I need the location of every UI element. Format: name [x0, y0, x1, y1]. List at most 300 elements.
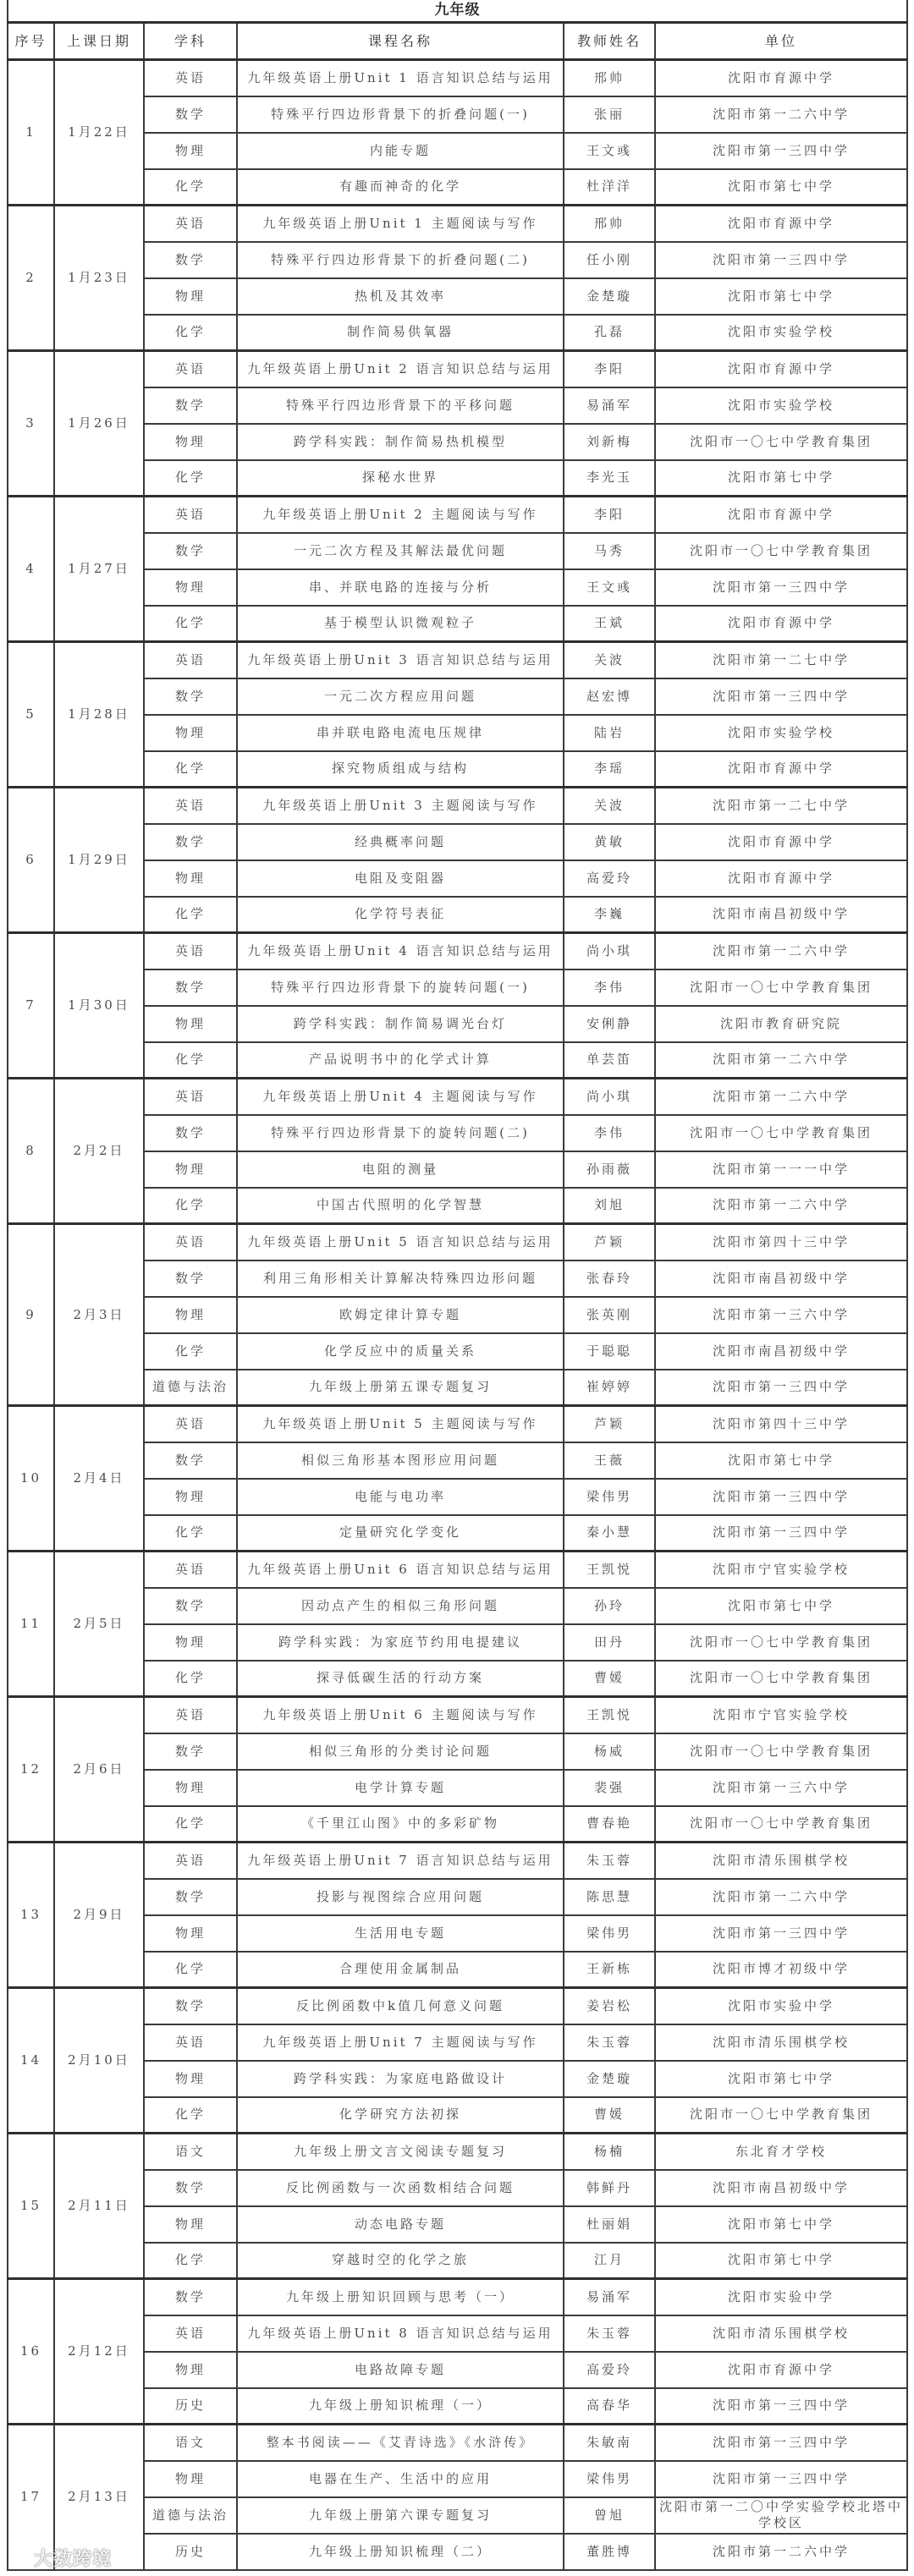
- subject-cell: 英语: [144, 2315, 237, 2352]
- table-row: [8, 1552, 907, 1588]
- subject-cell: 数学: [144, 1988, 237, 2024]
- date-cell: 1月26日: [54, 351, 144, 497]
- row-index-cell: 6: [8, 788, 54, 933]
- watermark-text: 大数跨境: [34, 2549, 113, 2570]
- teacher-cell: 王凯悦: [564, 1552, 655, 1588]
- course-name-cell: 穿越时空的化学之旅: [237, 2243, 564, 2279]
- teacher-cell: 李伟: [564, 1115, 655, 1151]
- course-name-cell: 动态电路专题: [237, 2206, 564, 2243]
- subject-cell: 化学: [144, 1952, 237, 1988]
- subject-cell: 数学: [144, 387, 237, 424]
- school-cell: 沈阳市一〇七中学教育集团: [655, 424, 907, 460]
- course-name-cell: 反比例函数与一次函数相结合问题: [237, 2170, 564, 2206]
- school-cell: 沈阳市第七中学: [655, 460, 907, 497]
- school-cell: 沈阳市育源中学: [655, 206, 907, 242]
- subject-cell: 数学: [144, 1588, 237, 1624]
- school-cell: 沈阳市实验学校: [655, 387, 907, 424]
- subject-cell: 化学: [144, 460, 237, 497]
- table-row: [8, 2425, 907, 2461]
- subject-cell: 化学: [144, 2243, 237, 2279]
- school-cell: 沈阳市第一二六中学: [655, 96, 907, 133]
- brand-logo-icon: [8, 2549, 30, 2568]
- school-cell: 沈阳市第一三四中学: [655, 242, 907, 278]
- school-cell: 沈阳市育源中学: [655, 60, 907, 96]
- row-index-cell: 10: [8, 1406, 54, 1552]
- school-cell: 沈阳市第七中学: [655, 169, 907, 206]
- row-index-cell: 8: [8, 1079, 54, 1224]
- teacher-cell: 黄敏: [564, 824, 655, 860]
- school-cell: 沈阳市第七中学: [655, 2243, 907, 2279]
- subject-cell: 英语: [144, 2024, 237, 2061]
- header-date: 上课日期: [54, 23, 144, 60]
- school-cell: 沈阳市清乐围棋学校: [655, 2315, 907, 2352]
- course-name-cell: 特殊平行四边形背景下的折叠问题(一): [237, 96, 564, 133]
- course-name-cell: 利用三角形相关计算解决特殊四边形问题: [237, 1261, 564, 1297]
- course-name-cell: 化学符号表征: [237, 897, 564, 933]
- teacher-cell: 李光玉: [564, 460, 655, 497]
- course-name-cell: 中国古代照明的化学智慧: [237, 1188, 564, 1224]
- course-name-cell: 探寻低碳生活的行动方案: [237, 1661, 564, 1697]
- teacher-cell: 尚小琪: [564, 1079, 655, 1115]
- teacher-cell: 尚小琪: [564, 933, 655, 969]
- school-cell: 沈阳市育源中学: [655, 824, 907, 860]
- subject-cell: 物理: [144, 715, 237, 751]
- course-name-cell: 九年级英语上册Unit 7 主题阅读与写作: [237, 2024, 564, 2061]
- header-course-name: 课程名称: [237, 23, 564, 60]
- subject-cell: 英语: [144, 788, 237, 824]
- subject-cell: 物理: [144, 278, 237, 315]
- teacher-cell: 王凯悦: [564, 1697, 655, 1733]
- subject-cell: 历史: [144, 2388, 237, 2425]
- school-cell: 沈阳市宁官实验学校: [655, 1552, 907, 1588]
- subject-cell: 英语: [144, 1697, 237, 1733]
- date-cell: 2月12日: [54, 2279, 144, 2425]
- school-cell: 沈阳市第四十三中学: [655, 1406, 907, 1442]
- course-name-cell: 合理使用金属制品: [237, 1952, 564, 1988]
- school-cell: 沈阳市第一三四中学: [655, 2425, 907, 2461]
- table-row: [8, 1224, 907, 1261]
- course-name-cell: 九年级上册第五课专题复习: [237, 1370, 564, 1406]
- course-name-cell: 串、并联电路的连接与分析: [237, 569, 564, 606]
- table-row: [8, 1406, 907, 1442]
- subject-cell: 历史: [144, 2534, 237, 2570]
- subject-cell: 数学: [144, 96, 237, 133]
- course-name-cell: 相似三角形的分类讨论问题: [237, 1733, 564, 1770]
- teacher-cell: 王文彧: [564, 569, 655, 606]
- school-cell: 沈阳市宁官实验学校: [655, 1697, 907, 1733]
- teacher-cell: 高爱玲: [564, 2352, 655, 2388]
- subject-cell: 化学: [144, 751, 237, 788]
- teacher-cell: 杜洋洋: [564, 169, 655, 206]
- subject-cell: 数学: [144, 242, 237, 278]
- table-row: [8, 1843, 907, 1879]
- school-cell: 沈阳市一〇七中学教育集团: [655, 533, 907, 569]
- course-name-cell: 九年级英语上册Unit 5 主题阅读与写作: [237, 1406, 564, 1442]
- course-name-cell: 九年级英语上册Unit 2 主题阅读与写作: [237, 497, 564, 533]
- row-index-cell: 17: [8, 2425, 54, 2570]
- school-cell: 沈阳市育源中学: [655, 860, 907, 897]
- row-index-cell: 12: [8, 1697, 54, 1843]
- course-name-cell: 九年级英语上册Unit 8 语言知识总结与运用: [237, 2315, 564, 2352]
- table-row: [8, 1079, 907, 1115]
- table-row: [8, 351, 907, 387]
- course-name-cell: 探究物质组成与结构: [237, 751, 564, 788]
- subject-cell: 英语: [144, 1079, 237, 1115]
- school-cell: 沈阳市第一三四中学: [655, 678, 907, 715]
- course-name-cell: 九年级英语上册Unit 1 语言知识总结与运用: [237, 60, 564, 96]
- course-name-cell: 特殊平行四边形背景下的旋转问题(二): [237, 1115, 564, 1151]
- teacher-cell: 曹媛: [564, 2097, 655, 2134]
- course-name-cell: 跨学科实践：制作简易调光台灯: [237, 1006, 564, 1042]
- school-cell: 沈阳市教育研究院: [655, 1006, 907, 1042]
- date-cell: 2月9日: [54, 1843, 144, 1988]
- teacher-cell: 李瑶: [564, 751, 655, 788]
- header-teacher: 教师姓名: [564, 23, 655, 60]
- table-row: [8, 642, 907, 678]
- teacher-cell: 高爱玲: [564, 860, 655, 897]
- subject-cell: 英语: [144, 1843, 237, 1879]
- row-index-cell: 16: [8, 2279, 54, 2425]
- teacher-cell: 杨楠: [564, 2134, 655, 2170]
- school-cell: 沈阳市第一三四中学: [655, 2461, 907, 2497]
- school-cell: 沈阳市第七中学: [655, 278, 907, 315]
- row-index-cell: 13: [8, 1843, 54, 1988]
- table-row: [8, 2279, 907, 2315]
- subject-cell: 英语: [144, 642, 237, 678]
- subject-cell: 英语: [144, 1406, 237, 1442]
- subject-cell: 物理: [144, 2352, 237, 2388]
- course-name-cell: 一元二次方程应用问题: [237, 678, 564, 715]
- row-index-cell: 3: [8, 351, 54, 497]
- teacher-cell: 金楚璇: [564, 278, 655, 315]
- teacher-cell: 江月: [564, 2243, 655, 2279]
- row-index-cell: 4: [8, 497, 54, 642]
- subject-cell: 英语: [144, 351, 237, 387]
- teacher-cell: 王文彧: [564, 133, 655, 169]
- row-index-cell: 5: [8, 642, 54, 788]
- row-index-cell: 9: [8, 1224, 54, 1406]
- teacher-cell: 李巍: [564, 897, 655, 933]
- subject-cell: 化学: [144, 1806, 237, 1843]
- teacher-cell: 王新栋: [564, 1952, 655, 1988]
- course-name-cell: 电学计算专题: [237, 1770, 564, 1806]
- school-cell: 沈阳市南昌初级中学: [655, 2170, 907, 2206]
- subject-cell: 物理: [144, 2206, 237, 2243]
- subject-cell: 道德与法治: [144, 2497, 237, 2534]
- teacher-cell: 芦颖: [564, 1224, 655, 1261]
- course-name-cell: 生活用电专题: [237, 1915, 564, 1952]
- teacher-cell: 金楚璇: [564, 2061, 655, 2097]
- teacher-cell: 任小刚: [564, 242, 655, 278]
- teacher-cell: 芦颖: [564, 1406, 655, 1442]
- teacher-cell: 秦小慧: [564, 1515, 655, 1552]
- teacher-cell: 于聪聪: [564, 1333, 655, 1370]
- teacher-cell: 陆岩: [564, 715, 655, 751]
- teacher-cell: 张英刚: [564, 1297, 655, 1333]
- subject-cell: 物理: [144, 860, 237, 897]
- school-cell: 沈阳市第一一一中学: [655, 1151, 907, 1188]
- subject-cell: 物理: [144, 2061, 237, 2097]
- teacher-cell: 朱玉蓉: [564, 2024, 655, 2061]
- subject-cell: 数学: [144, 2279, 237, 2315]
- subject-cell: 数学: [144, 1115, 237, 1151]
- course-name-cell: 有趣而神奇的化学: [237, 169, 564, 206]
- subject-cell: 语文: [144, 2134, 237, 2170]
- school-cell: 沈阳市南昌初级中学: [655, 897, 907, 933]
- course-name-cell: 热机及其效率: [237, 278, 564, 315]
- subject-cell: 物理: [144, 1006, 237, 1042]
- date-cell: 2月10日: [54, 1988, 144, 2134]
- course-name-cell: 串并联电路电流电压规律: [237, 715, 564, 751]
- table-row: [8, 1697, 907, 1733]
- subject-cell: 英语: [144, 497, 237, 533]
- teacher-cell: 易涌军: [564, 2279, 655, 2315]
- subject-cell: 化学: [144, 1042, 237, 1079]
- subject-cell: 数学: [144, 1261, 237, 1297]
- row-index-cell: 2: [8, 206, 54, 351]
- school-cell: 沈阳市第七中学: [655, 1588, 907, 1624]
- subject-cell: 物理: [144, 2461, 237, 2497]
- school-cell: 沈阳市一〇七中学教育集团: [655, 1115, 907, 1151]
- course-name-cell: 九年级上册文言文阅读专题复习: [237, 2134, 564, 2170]
- course-name-cell: 定量研究化学变化: [237, 1515, 564, 1552]
- course-name-cell: 因动点产生的相似三角形问题: [237, 1588, 564, 1624]
- school-cell: 沈阳市一〇七中学教育集团: [655, 2097, 907, 2134]
- teacher-cell: 关波: [564, 642, 655, 678]
- date-cell: 2月13日: [54, 2425, 144, 2570]
- course-name-cell: 反比例函数中k值几何意义问题: [237, 1988, 564, 2024]
- course-name-cell: 经典概率问题: [237, 824, 564, 860]
- subject-cell: 物理: [144, 424, 237, 460]
- course-name-cell: 产品说明书中的化学式计算: [237, 1042, 564, 1079]
- teacher-cell: 裴强: [564, 1770, 655, 1806]
- course-name-cell: 投影与视图综合应用问题: [237, 1879, 564, 1915]
- school-cell: 沈阳市清乐围棋学校: [655, 1843, 907, 1879]
- school-cell: 沈阳市南昌初级中学: [655, 1333, 907, 1370]
- teacher-cell: 姜岩松: [564, 1988, 655, 2024]
- school-cell: 沈阳市第一三四中学: [655, 569, 907, 606]
- schedule-page: [7, 0, 906, 2571]
- teacher-cell: 曹春艳: [564, 1806, 655, 1843]
- course-name-cell: 九年级英语上册Unit 1 主题阅读与写作: [237, 206, 564, 242]
- school-cell: 沈阳市第一二七中学: [655, 788, 907, 824]
- header-subject: 学科: [144, 23, 237, 60]
- course-name-cell: 跨学科实践：为家庭节约用电提建议: [237, 1624, 564, 1661]
- course-name-cell: 九年级上册第六课专题复习: [237, 2497, 564, 2534]
- course-name-cell: 九年级英语上册Unit 3 主题阅读与写作: [237, 788, 564, 824]
- date-cell: 1月22日: [54, 60, 144, 206]
- table-row: [8, 2134, 907, 2170]
- school-cell: 沈阳市育源中学: [655, 751, 907, 788]
- header-index: 序号: [8, 23, 54, 60]
- course-name-cell: 电器在生产、生活中的应用: [237, 2461, 564, 2497]
- teacher-cell: 曾旭: [564, 2497, 655, 2534]
- header-school: 单位: [655, 23, 907, 60]
- course-name-cell: 九年级英语上册Unit 3 语言知识总结与运用: [237, 642, 564, 678]
- subject-cell: 化学: [144, 1515, 237, 1552]
- subject-cell: 英语: [144, 1552, 237, 1588]
- teacher-cell: 邢帅: [564, 60, 655, 96]
- school-cell: 沈阳市实验学校: [655, 315, 907, 351]
- date-cell: 1月30日: [54, 933, 144, 1079]
- teacher-cell: 李伟: [564, 969, 655, 1006]
- teacher-cell: 邢帅: [564, 206, 655, 242]
- school-cell: 沈阳市第一二〇中学实验学校北塔中学校区: [655, 2497, 907, 2534]
- teacher-cell: 王斌: [564, 606, 655, 642]
- school-cell: 沈阳市实验中学: [655, 2279, 907, 2315]
- subject-cell: 化学: [144, 897, 237, 933]
- table-row: [8, 497, 907, 533]
- course-name-cell: 九年级英语上册Unit 6 主题阅读与写作: [237, 1697, 564, 1733]
- teacher-cell: 梁伟男: [564, 1479, 655, 1515]
- teacher-cell: 梁伟男: [564, 2461, 655, 2497]
- teacher-cell: 单芸笛: [564, 1042, 655, 1079]
- course-name-cell: 九年级上册知识梳理（二）: [237, 2534, 564, 2570]
- date-cell: 2月5日: [54, 1552, 144, 1697]
- row-index-cell: 15: [8, 2134, 54, 2279]
- date-cell: 2月3日: [54, 1224, 144, 1406]
- teacher-cell: 王薇: [564, 1442, 655, 1479]
- row-index-cell: 1: [8, 60, 54, 206]
- date-cell: 2月2日: [54, 1079, 144, 1224]
- teacher-cell: 韩鲜丹: [564, 2170, 655, 2206]
- teacher-cell: 田丹: [564, 1624, 655, 1661]
- teacher-cell: 李阳: [564, 497, 655, 533]
- course-name-cell: 跨学科实践：为家庭电路做设计: [237, 2061, 564, 2097]
- course-name-cell: 电阻的测量: [237, 1151, 564, 1188]
- school-cell: 沈阳市第一二六中学: [655, 1188, 907, 1224]
- date-cell: 1月29日: [54, 788, 144, 933]
- teacher-cell: 高春华: [564, 2388, 655, 2425]
- school-cell: 沈阳市一〇七中学教育集团: [655, 1661, 907, 1697]
- course-name-cell: 特殊平行四边形背景下的折叠问题(二): [237, 242, 564, 278]
- teacher-cell: 朱玉蓉: [564, 2315, 655, 2352]
- course-name-cell: 电阻及变阻器: [237, 860, 564, 897]
- school-cell: 东北育才学校: [655, 2134, 907, 2170]
- school-cell: 沈阳市第一二六中学: [655, 933, 907, 969]
- row-index-cell: 7: [8, 933, 54, 1079]
- school-cell: 沈阳市第四十三中学: [655, 1224, 907, 1261]
- subject-cell: 数学: [144, 1879, 237, 1915]
- teacher-cell: 梁伟男: [564, 1915, 655, 1952]
- course-name-cell: 《千里江山图》中的多彩矿物: [237, 1806, 564, 1843]
- teacher-cell: 杜丽娟: [564, 2206, 655, 2243]
- subject-cell: 化学: [144, 2097, 237, 2134]
- school-cell: 沈阳市第一三四中学: [655, 1915, 907, 1952]
- course-name-cell: 九年级英语上册Unit 2 语言知识总结与运用: [237, 351, 564, 387]
- date-cell: 1月28日: [54, 642, 144, 788]
- course-name-cell: 探秘水世界: [237, 460, 564, 497]
- subject-cell: 英语: [144, 1224, 237, 1261]
- subject-cell: 化学: [144, 606, 237, 642]
- school-cell: 沈阳市育源中学: [655, 606, 907, 642]
- table-row: [8, 1988, 907, 2024]
- subject-cell: 物理: [144, 1479, 237, 1515]
- teacher-cell: 陈思慧: [564, 1879, 655, 1915]
- course-name-cell: 跨学科实践：制作简易热机模型: [237, 424, 564, 460]
- table-row: [8, 933, 907, 969]
- teacher-cell: 朱敏南: [564, 2425, 655, 2461]
- school-cell: 沈阳市第七中学: [655, 1442, 907, 1479]
- subject-cell: 数学: [144, 969, 237, 1006]
- teacher-cell: 孙玲: [564, 1588, 655, 1624]
- teacher-cell: 易涌军: [564, 387, 655, 424]
- teacher-cell: 曹媛: [564, 1661, 655, 1697]
- teacher-cell: 马秀: [564, 533, 655, 569]
- teacher-cell: 张春玲: [564, 1261, 655, 1297]
- teacher-cell: 张丽: [564, 96, 655, 133]
- subject-cell: 数学: [144, 533, 237, 569]
- course-name-cell: 基于模型认识微观粒子: [237, 606, 564, 642]
- teacher-cell: 赵宏博: [564, 678, 655, 715]
- course-name-cell: 一元二次方程及其解法最优问题: [237, 533, 564, 569]
- teacher-cell: 崔婷婷: [564, 1370, 655, 1406]
- teacher-cell: 杨威: [564, 1733, 655, 1770]
- school-cell: 沈阳市第七中学: [655, 2206, 907, 2243]
- course-name-cell: 九年级上册知识梳理（一）: [237, 2388, 564, 2425]
- subject-cell: 化学: [144, 1661, 237, 1697]
- subject-cell: 化学: [144, 1188, 237, 1224]
- teacher-cell: 关波: [564, 788, 655, 824]
- teacher-cell: 董胜博: [564, 2534, 655, 2570]
- subject-cell: 数学: [144, 1733, 237, 1770]
- course-name-cell: 特殊平行四边形背景下的旋转问题(一): [237, 969, 564, 1006]
- school-cell: 沈阳市一〇七中学教育集团: [655, 1733, 907, 1770]
- subject-cell: 道德与法治: [144, 1370, 237, 1406]
- course-name-cell: 相似三角形基本图形应用问题: [237, 1442, 564, 1479]
- course-name-cell: 电能与电功率: [237, 1479, 564, 1515]
- school-cell: 沈阳市第一二六中学: [655, 1042, 907, 1079]
- school-cell: 沈阳市一〇七中学教育集团: [655, 969, 907, 1006]
- course-name-cell: 化学反应中的质量关系: [237, 1333, 564, 1370]
- table-row: [8, 788, 907, 824]
- date-cell: 2月6日: [54, 1697, 144, 1843]
- subject-cell: 物理: [144, 1151, 237, 1188]
- school-cell: 沈阳市实验中学: [655, 1988, 907, 2024]
- course-name-cell: 九年级英语上册Unit 4 语言知识总结与运用: [237, 933, 564, 969]
- table-title: 九年级: [8, 0, 907, 23]
- subject-cell: 数学: [144, 2170, 237, 2206]
- school-cell: 沈阳市第一二六中学: [655, 1079, 907, 1115]
- school-cell: 沈阳市实验学校: [655, 715, 907, 751]
- subject-cell: 英语: [144, 933, 237, 969]
- subject-cell: 物理: [144, 133, 237, 169]
- table-row: [8, 206, 907, 242]
- subject-cell: 数学: [144, 1442, 237, 1479]
- course-name-cell: 化学研究方法初探: [237, 2097, 564, 2134]
- course-name-cell: 九年级英语上册Unit 6 语言知识总结与运用: [237, 1552, 564, 1588]
- date-cell: 1月23日: [54, 206, 144, 351]
- course-name-cell: 九年级上册知识回顾与思考（一）: [237, 2279, 564, 2315]
- school-cell: 沈阳市第一三四中学: [655, 1515, 907, 1552]
- watermark: [8, 2545, 112, 2571]
- teacher-cell: 孔磊: [564, 315, 655, 351]
- school-cell: 沈阳市育源中学: [655, 2352, 907, 2388]
- school-cell: 沈阳市第一三四中学: [655, 2388, 907, 2425]
- teacher-cell: 安俐静: [564, 1006, 655, 1042]
- subject-cell: 英语: [144, 206, 237, 242]
- table-row: [8, 60, 907, 96]
- header-row: [8, 23, 907, 60]
- course-name-cell: 制作简易供氧器: [237, 315, 564, 351]
- subject-cell: 数学: [144, 678, 237, 715]
- date-cell: 2月4日: [54, 1406, 144, 1552]
- teacher-cell: 孙雨薇: [564, 1151, 655, 1188]
- school-cell: 沈阳市第一三六中学: [655, 1770, 907, 1806]
- school-cell: 沈阳市育源中学: [655, 497, 907, 533]
- course-name-cell: 九年级英语上册Unit 4 主题阅读与写作: [237, 1079, 564, 1115]
- title-row: [8, 0, 907, 23]
